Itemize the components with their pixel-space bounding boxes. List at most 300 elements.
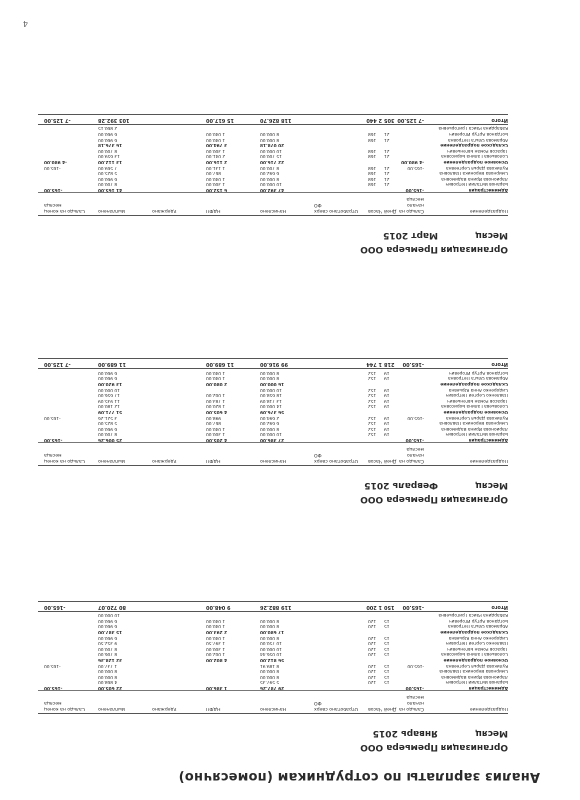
table-cell: Администрация xyxy=(468,685,508,690)
table-cell xyxy=(150,640,204,646)
table-cell: 168 xyxy=(368,181,377,187)
table-cell: Абрамова Ольга Петровна xyxy=(448,623,508,629)
table-cell xyxy=(150,130,204,136)
table-cell: 8 700.00 xyxy=(260,164,280,170)
table-cell: 6 960.00 xyxy=(98,369,118,375)
table-cell: 8 000.00 xyxy=(98,668,118,674)
table-cell xyxy=(150,408,204,414)
table-cell: 1 397.50 xyxy=(206,640,226,646)
table-cell xyxy=(312,397,366,403)
table-cell xyxy=(398,408,424,414)
table-cell: 1 040.00 xyxy=(206,175,226,181)
table-cell xyxy=(366,612,382,618)
table-cell xyxy=(382,436,398,442)
column-header: Удержано xyxy=(152,458,177,463)
table-row xyxy=(38,431,508,437)
table-cell xyxy=(398,651,424,657)
table-cell xyxy=(366,380,382,386)
table-cell: 120 xyxy=(368,668,377,674)
table-cell xyxy=(42,369,96,375)
table-cell xyxy=(398,668,424,674)
salary-table xyxy=(38,601,508,714)
column-header: Отработано сверх ФО xyxy=(314,452,359,463)
table-cell: Соловьева Галина Борисовна xyxy=(441,651,508,657)
table-row xyxy=(38,386,508,392)
table-cell xyxy=(366,656,382,662)
table-cell xyxy=(398,623,424,629)
table-cell xyxy=(312,414,366,420)
column-header: Начислено xyxy=(260,458,287,463)
report-block xyxy=(38,601,508,758)
table-cell: 8 000.00 xyxy=(260,375,280,381)
table-cell xyxy=(312,142,366,148)
org-value: Премьера ООО xyxy=(360,244,438,254)
table-cell: 1 200 xyxy=(366,603,382,610)
table-cell xyxy=(398,142,424,148)
table-cell: 15 xyxy=(384,651,390,657)
table-cell xyxy=(366,628,382,634)
table-cell xyxy=(312,392,366,398)
table-cell: 8 000.00 xyxy=(260,175,280,181)
table-cell xyxy=(366,158,382,164)
table-cell xyxy=(312,147,366,153)
table-cell: 168 xyxy=(368,164,377,170)
table-cell xyxy=(398,628,424,634)
table-cell: 6 960.00 xyxy=(98,136,118,142)
table-cell xyxy=(150,645,204,651)
table-cell: Тарасов Роман Евгеньевич xyxy=(447,645,508,651)
table-cell xyxy=(312,181,366,187)
table-cell xyxy=(366,436,382,442)
table-row xyxy=(38,684,508,690)
table-cell xyxy=(204,612,258,618)
table-cell: 3 521.26 xyxy=(98,414,118,420)
month-label: Месяц xyxy=(475,230,508,240)
table-cell xyxy=(398,679,424,685)
table-cell: 2 116.00 xyxy=(206,159,228,165)
table-row xyxy=(38,158,508,164)
table-row xyxy=(38,679,508,685)
column-header: Дней xyxy=(384,208,397,213)
table-cell xyxy=(312,125,366,131)
table-cell xyxy=(312,130,366,136)
table-row xyxy=(38,673,508,679)
table-row xyxy=(38,170,508,176)
table-cell xyxy=(150,136,204,142)
table-cell xyxy=(150,170,204,176)
table-cell: Тарасов Роман Евгеньевич xyxy=(447,147,508,153)
table-cell: Соловьева Галина Борисовна xyxy=(441,153,508,159)
table-cell: 8 000.00 xyxy=(260,673,280,679)
table-cell xyxy=(398,640,424,646)
table-row xyxy=(38,425,508,431)
table-cell: 8 000.00 xyxy=(260,131,280,137)
table-row xyxy=(38,656,508,662)
table-cell xyxy=(150,147,204,153)
table-cell xyxy=(204,679,258,685)
block-header xyxy=(38,216,508,260)
table-cell: Кабардина Раиса Григорьевна xyxy=(438,125,508,131)
table-row xyxy=(38,668,508,674)
table-cell: 4 802.00 xyxy=(206,657,228,663)
table-cell: Основное подразделение xyxy=(443,409,508,415)
table-cell: Куликова Дарья Сергеевна xyxy=(446,414,508,420)
table-cell: -7 125.00 xyxy=(44,116,71,123)
table-cell: 1 040.00 xyxy=(206,425,226,431)
table-cell: 8 700.00 xyxy=(98,181,118,187)
month-label: Месяц xyxy=(475,480,508,490)
table-cell: 16 000.00 xyxy=(260,381,285,387)
table-row xyxy=(38,414,508,420)
table-cell: 15 xyxy=(384,640,390,646)
table-cell xyxy=(398,634,424,640)
table-row xyxy=(38,175,508,181)
table-cell: Абрамова Ольга Петровна xyxy=(448,375,508,381)
table-cell xyxy=(366,125,382,131)
table-header xyxy=(38,192,508,215)
table-cell: 17 680.00 xyxy=(260,629,285,635)
table-cell xyxy=(150,425,204,431)
table-cell: 152 xyxy=(368,431,377,437)
table-cell: 867.00 xyxy=(206,420,222,426)
table-cell: 8 700.00 xyxy=(98,645,118,651)
table-cell: 8 000.00 xyxy=(260,623,280,629)
table-cell: 1 040.00 xyxy=(206,136,226,142)
table-cell xyxy=(312,375,366,381)
table-cell: 1 300.00 xyxy=(206,147,226,153)
table-cell: Основное подразделение xyxy=(443,159,508,165)
org-value: Премьера ООО xyxy=(360,494,438,504)
table-cell xyxy=(42,147,96,153)
table-cell: 4 605.00 xyxy=(206,409,228,415)
table-cell: 1 820.00 xyxy=(206,403,226,409)
table-cell xyxy=(150,431,204,437)
table-cell: 15 xyxy=(384,668,390,674)
table-cell xyxy=(382,684,398,690)
table-cell: 8 000.00 xyxy=(98,673,118,679)
table-cell: 119 882.26 xyxy=(260,603,292,610)
table-cell: 120 xyxy=(368,673,377,679)
column-header: Сальдо на начало месяца xyxy=(399,694,424,711)
table-cell: Смирнова Вероника Павловна xyxy=(439,668,508,674)
table-row xyxy=(38,403,508,409)
table-cell: 1 040.00 xyxy=(206,623,226,629)
table-cell: Итого xyxy=(491,116,508,123)
table-cell xyxy=(258,125,312,131)
table-cell xyxy=(398,375,424,381)
table-cell: Баранов Виталий Петрович xyxy=(445,181,508,187)
table-cell: 21 xyxy=(384,136,390,142)
table-cell xyxy=(312,679,366,685)
table-cell xyxy=(312,403,366,409)
table-cell xyxy=(366,142,382,148)
table-cell xyxy=(42,397,96,403)
table-cell xyxy=(312,684,366,690)
table-cell: 9 048.00 xyxy=(206,603,231,610)
table-row xyxy=(38,645,508,651)
table-cell xyxy=(398,130,424,136)
table-header xyxy=(38,690,508,713)
table-cell xyxy=(150,164,204,170)
column-header: Сальдо на конец месяца xyxy=(44,700,85,711)
table-cell xyxy=(150,186,204,192)
table-cell: 10 000.00 xyxy=(98,612,120,618)
table-cell: 8 700.00 xyxy=(98,147,118,153)
column-header: Сальдо на конец месяца xyxy=(44,202,85,213)
table-row xyxy=(38,662,508,668)
table-cell: Итого xyxy=(491,603,508,610)
table-cell xyxy=(382,408,398,414)
table-cell xyxy=(398,425,424,431)
table-cell: Богданов Артур Игоревич xyxy=(449,131,508,137)
table-row xyxy=(38,408,508,414)
column-header: Сальдо на конец месяца xyxy=(44,452,85,463)
table-cell xyxy=(398,397,424,403)
table-cell: Павленко Сергей Петрович xyxy=(445,640,508,646)
table-cell xyxy=(150,668,204,674)
table-cell: -165.00 xyxy=(407,414,424,420)
table-cell: 10 000.00 xyxy=(260,645,282,651)
table-cell: 7 569.00 xyxy=(98,164,118,170)
table-cell: 8 700.00 xyxy=(98,431,118,437)
table-cell xyxy=(42,634,96,640)
table-cell: -165.00 xyxy=(405,685,424,690)
table-cell xyxy=(312,425,366,431)
table-cell xyxy=(42,153,96,159)
org-label: Организация xyxy=(440,244,508,254)
table-cell: 21 xyxy=(384,181,390,187)
table-cell: 2 860.15 xyxy=(98,125,118,131)
table-cell: 13 659.00 xyxy=(98,153,120,159)
column-header: Часов xyxy=(367,208,382,213)
table-cell: 120 xyxy=(368,634,377,640)
table-cell xyxy=(312,628,366,634)
table-cell xyxy=(398,386,424,392)
table-cell: Тарасов Роман Евгеньевич xyxy=(447,397,508,403)
table-cell: 152 xyxy=(368,425,377,431)
table-cell: 8 706.00 xyxy=(98,651,118,657)
table-row xyxy=(38,147,508,153)
table-cell: Итого xyxy=(491,361,508,368)
table-cell: 1 040.00 xyxy=(206,634,226,640)
table-cell: 6 152.00 xyxy=(206,187,228,192)
column-header: Часов xyxy=(367,706,382,711)
column-header: Дней xyxy=(384,458,397,463)
table-cell xyxy=(382,380,398,386)
table-cell xyxy=(312,359,366,368)
table-cell xyxy=(312,170,366,176)
table-cell: Ларионова Ирина Вадимовна xyxy=(441,425,508,431)
table-cell xyxy=(150,369,204,375)
table-cell: 120 xyxy=(368,679,377,685)
block-header xyxy=(38,466,508,510)
table-cell: 19 xyxy=(384,397,390,403)
table-cell: Складское подразделение xyxy=(440,381,508,387)
table-cell xyxy=(42,130,96,136)
table-cell: 168 xyxy=(368,136,377,142)
table-cell: 10 000.00 xyxy=(260,431,282,437)
table-cell: 21 xyxy=(384,147,390,153)
table-cell xyxy=(150,375,204,381)
table-cell xyxy=(312,640,366,646)
table-cell: 19 xyxy=(384,403,390,409)
table-cell: -165.00 xyxy=(402,361,424,368)
table-cell xyxy=(382,186,398,192)
table-cell xyxy=(42,431,96,437)
table-cell xyxy=(150,115,204,124)
table-cell: 1 040.00 xyxy=(206,369,226,375)
table-cell xyxy=(398,181,424,187)
document-title: Анализ зарплаты по сотрудникам (помесячно) xyxy=(178,769,540,784)
table-cell xyxy=(398,612,424,618)
column-header: Выплачено xyxy=(98,458,125,463)
table-cell: 6 960.00 xyxy=(98,375,118,381)
table-cell: -165.00 xyxy=(44,437,63,442)
table-cell: 11 689.00 xyxy=(206,361,234,368)
table-cell xyxy=(312,612,366,618)
table-cell: 20 078.18 xyxy=(260,142,285,148)
table-cell: 19 xyxy=(384,369,390,375)
table-cell: Баранов Виталий Петрович xyxy=(445,431,508,437)
table-cell: -165.00 xyxy=(44,164,61,170)
salary-table xyxy=(38,358,508,466)
table-cell: Сидоренко Анна Юрьевна xyxy=(448,634,508,640)
table-cell xyxy=(42,181,96,187)
table-cell: 32 128.36 xyxy=(98,657,123,663)
table-cell xyxy=(382,628,398,634)
table-cell xyxy=(42,668,96,674)
table-cell: 21 xyxy=(384,175,390,181)
table-row xyxy=(38,634,508,640)
table-cell: 150 xyxy=(384,603,395,610)
table-row xyxy=(38,181,508,187)
table-cell: 9 352.50 xyxy=(98,640,118,646)
table-cell xyxy=(382,142,398,148)
table-cell xyxy=(398,125,424,131)
table-cell: 8 000.00 xyxy=(260,668,280,674)
table-cell: 18 658.00 xyxy=(260,392,282,398)
column-header: Подразделение xyxy=(469,208,508,213)
table-cell xyxy=(312,623,366,629)
table-cell xyxy=(42,640,96,646)
table-header xyxy=(38,442,508,465)
table-cell: 10 000.00 xyxy=(98,386,120,392)
table-row xyxy=(38,369,508,375)
table-cell: 15 xyxy=(384,634,390,640)
table-cell xyxy=(150,420,204,426)
table-row xyxy=(38,640,508,646)
table-cell: -165.00 xyxy=(407,662,424,668)
table-cell: Баранов Виталий Петрович xyxy=(445,679,508,685)
table-cell xyxy=(204,668,258,674)
table-cell xyxy=(398,392,424,398)
table-row xyxy=(38,136,508,142)
table-cell: -165.00 xyxy=(407,164,424,170)
table-cell: 152 xyxy=(368,397,377,403)
table-cell: -7 125.00 xyxy=(397,116,424,123)
table-cell: 8 000.00 xyxy=(260,617,280,623)
table-cell: 5 597.35 xyxy=(260,679,280,685)
table-cell xyxy=(42,392,96,398)
table-cell: 120 xyxy=(368,645,377,651)
table-cell: 152 xyxy=(368,403,377,409)
table-cell: 1 744 xyxy=(366,361,382,368)
table-cell: 16 376.18 xyxy=(98,142,123,148)
table-cell: Администрация xyxy=(468,437,508,442)
table-cell: 8 000.00 xyxy=(260,136,280,142)
table-cell xyxy=(150,436,204,442)
column-header: Дней xyxy=(384,706,397,711)
table-cell xyxy=(42,170,96,176)
column-header: Выплачено xyxy=(98,208,125,213)
table-cell: 13 112.00 xyxy=(98,159,123,165)
table-cell: 2 080.00 xyxy=(206,381,228,387)
table-cell: 6 692.00 xyxy=(260,420,280,426)
table-cell: 120 xyxy=(368,617,377,623)
table-cell xyxy=(398,617,424,623)
table-cell xyxy=(42,408,96,414)
table-cell xyxy=(150,673,204,679)
table-row xyxy=(38,125,508,131)
table-cell: 2 694.00 xyxy=(260,414,280,420)
total-row xyxy=(38,359,508,369)
table-cell: 10 056.44 xyxy=(260,651,282,657)
table-cell: -165.00 xyxy=(405,437,424,442)
table-row xyxy=(38,164,508,170)
table-cell: 10 000.00 xyxy=(260,147,282,153)
column-header: Удержано xyxy=(152,208,177,213)
table-cell xyxy=(150,602,204,611)
table-cell xyxy=(398,645,424,651)
table-cell xyxy=(150,158,204,164)
org-label: Организация xyxy=(440,742,508,752)
table-cell xyxy=(312,656,366,662)
table-cell: Куликова Дарья Сергеевна xyxy=(446,164,508,170)
table-cell xyxy=(42,617,96,623)
table-cell xyxy=(312,158,366,164)
table-cell: -4 980.00 xyxy=(401,159,424,165)
column-header: Выплачено xyxy=(98,706,125,711)
table-cell xyxy=(382,158,398,164)
table-cell xyxy=(382,125,398,131)
table-cell xyxy=(398,403,424,409)
table-cell: 19 xyxy=(384,392,390,398)
column-header: Отработано сверх ФО xyxy=(314,202,359,213)
table-cell: Кабардина Раиса Григорьевна xyxy=(438,612,508,618)
table-cell xyxy=(398,170,424,176)
table-cell: 118 826.70 xyxy=(260,116,292,123)
table-cell xyxy=(204,125,258,131)
table-cell xyxy=(312,369,366,375)
table-cell xyxy=(382,656,398,662)
table-cell: 2 041.00 xyxy=(206,153,226,159)
table-cell xyxy=(42,136,96,142)
table-cell xyxy=(312,186,366,192)
month-value: Март 2015 xyxy=(383,230,438,240)
org-value: Премьера ООО xyxy=(360,742,438,752)
table-cell xyxy=(398,153,424,159)
table-cell: 15 xyxy=(384,623,390,629)
table-cell: Ларионова Ирина Вадимовна xyxy=(441,673,508,679)
total-row xyxy=(38,115,508,125)
table-row xyxy=(38,420,508,426)
table-cell xyxy=(150,651,204,657)
table-cell: 99 916.00 xyxy=(260,361,288,368)
table-cell: 152 xyxy=(368,420,377,426)
table-cell xyxy=(312,115,366,124)
table-cell xyxy=(312,602,366,611)
table-cell: 19 xyxy=(384,375,390,381)
